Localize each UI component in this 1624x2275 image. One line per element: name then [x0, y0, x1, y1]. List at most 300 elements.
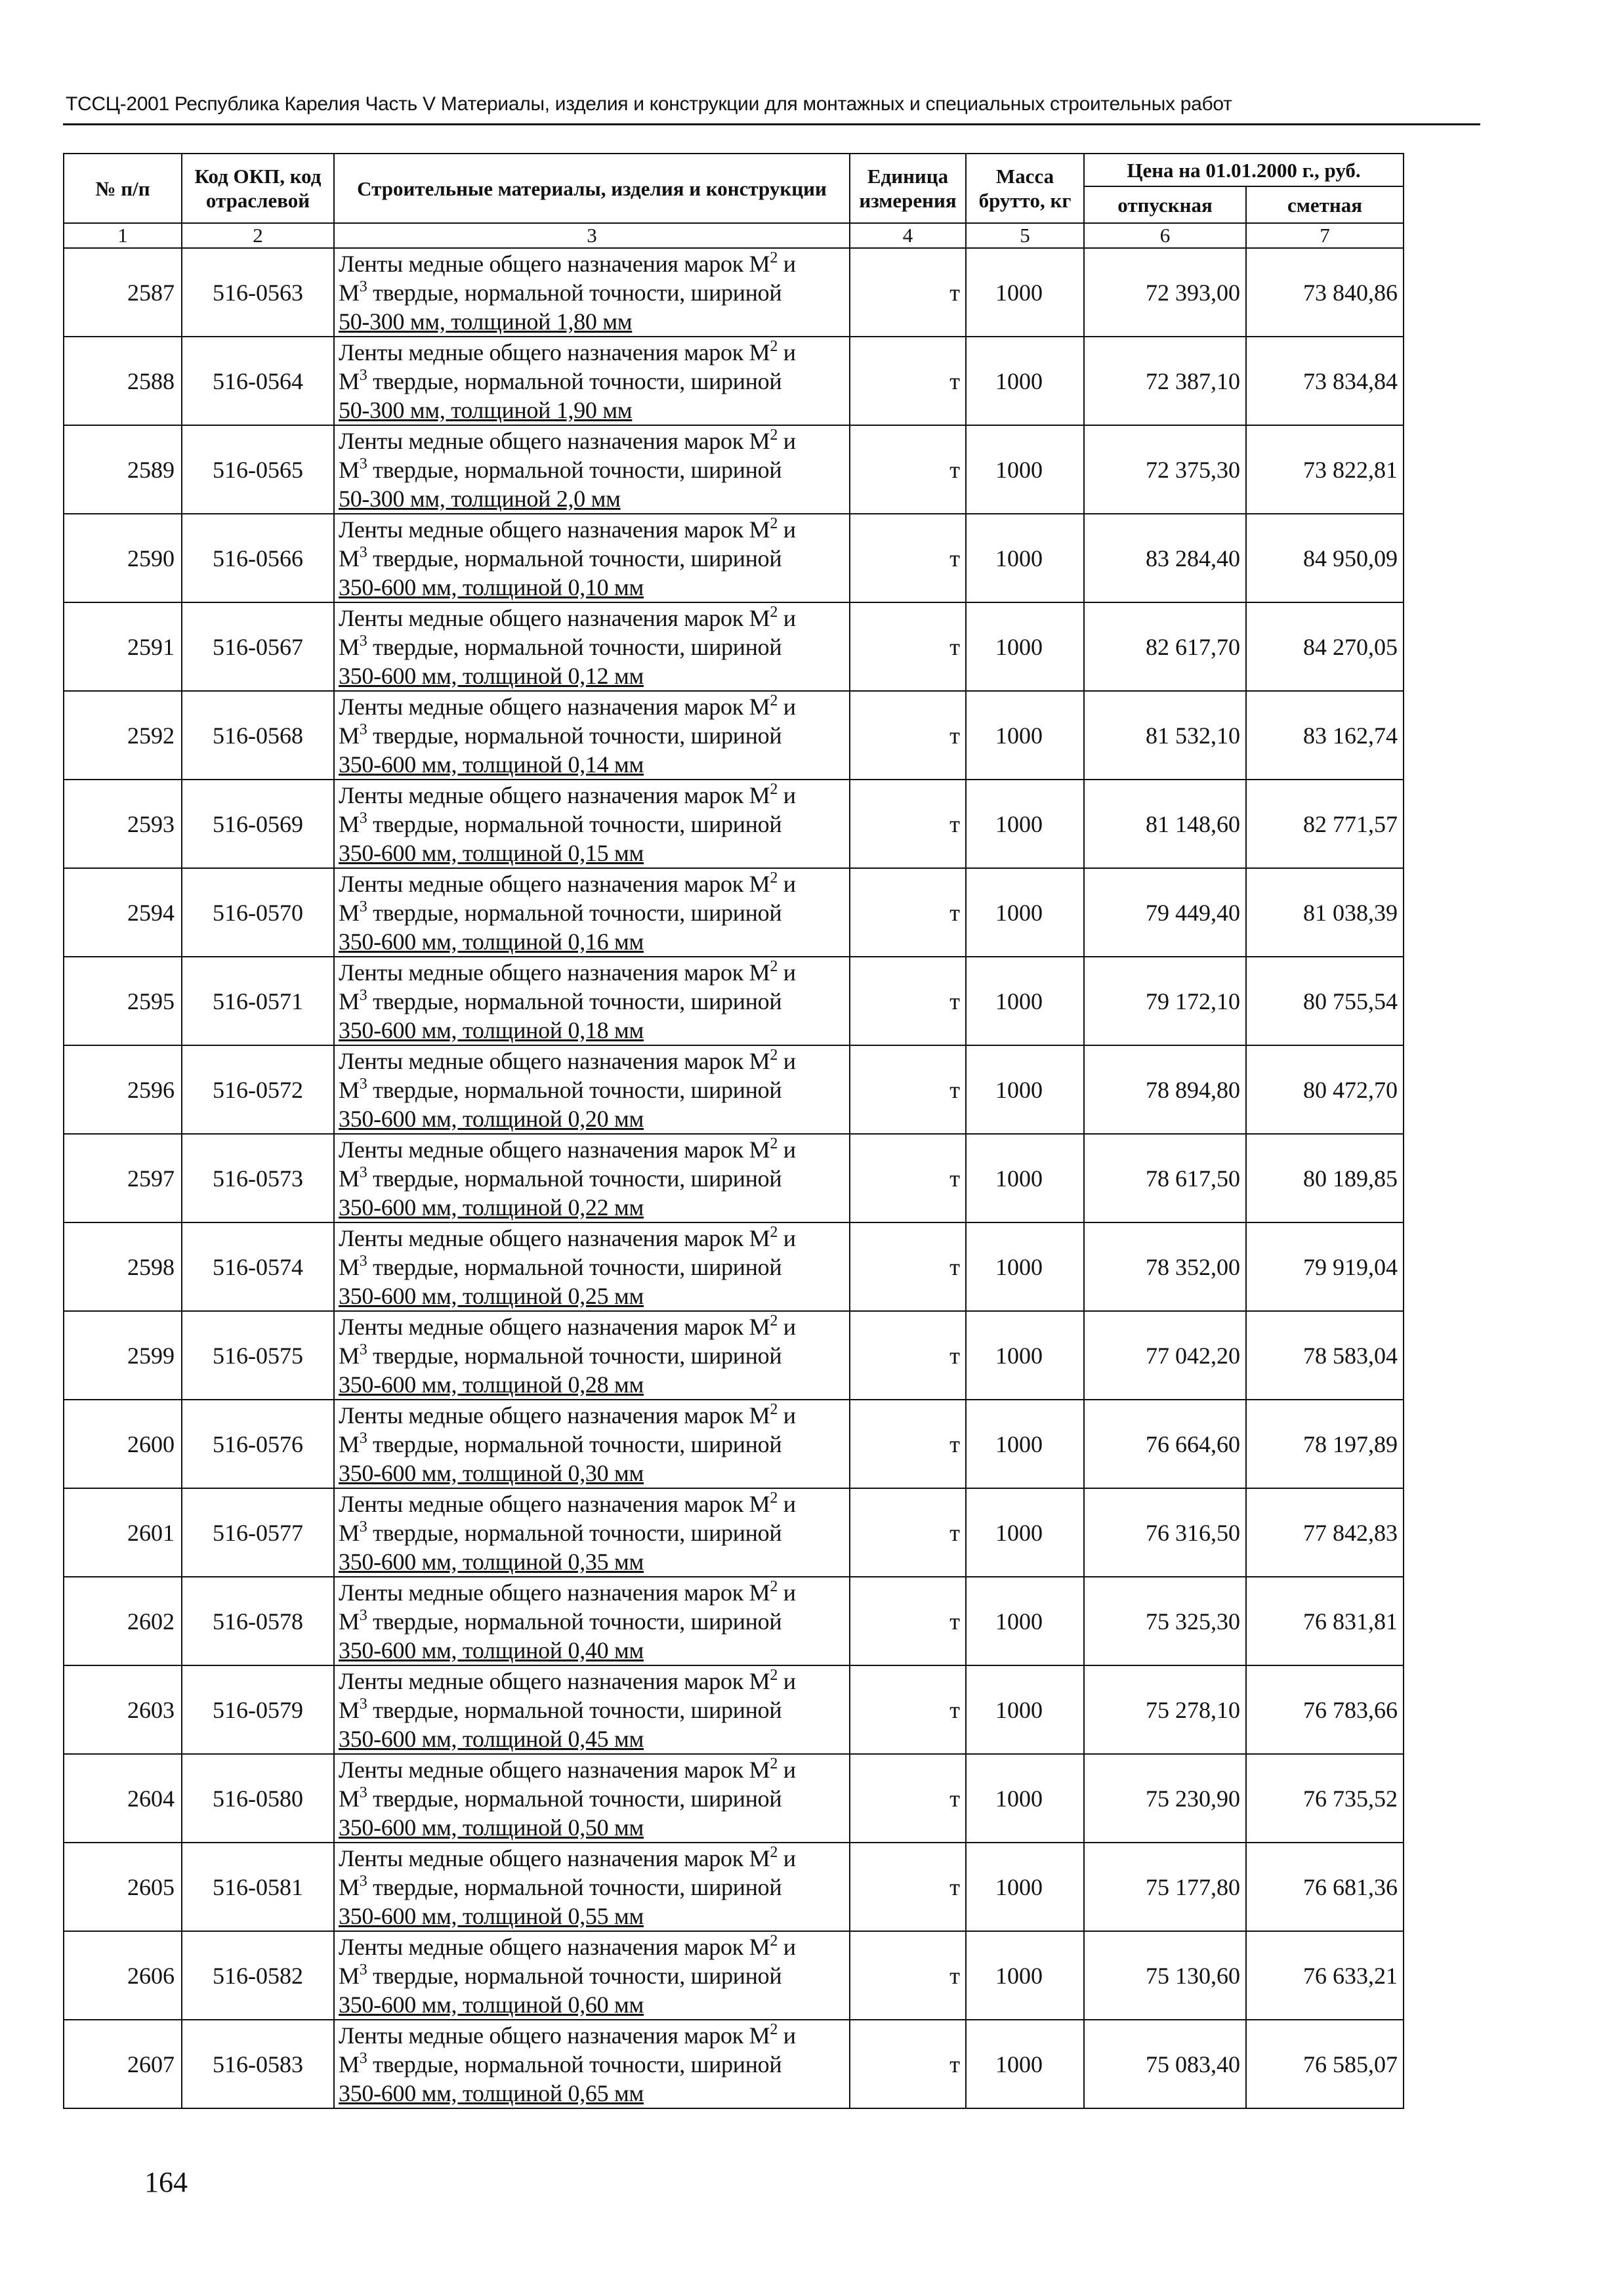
material-description — [334, 1754, 850, 1843]
description-text: Ленты медные общего назначения марок М — [339, 1756, 770, 1783]
table-row — [64, 1665, 1404, 1754]
row-number: 2602 — [64, 1577, 182, 1665]
price-release: 81 148,60 — [1084, 780, 1246, 868]
mass: 1000 — [966, 425, 1084, 514]
description-line-3: 50-300 мм, толщиной 2,0 мм — [339, 485, 621, 512]
description-text: Ленты медные общего назначения марок М — [339, 1579, 770, 1606]
description-line-2 — [339, 1075, 849, 1104]
material-description — [334, 1931, 850, 2020]
description-text: Ленты медные общего назначения марок М — [339, 1313, 770, 1340]
description-text: Ленты медные общего назначения марок М — [339, 782, 770, 808]
grade-superscript: 2 — [770, 1223, 778, 1241]
description-text: твердые, нормальной точности, шириной — [367, 1696, 782, 1723]
description-text: и — [778, 427, 796, 454]
description-text: и — [778, 1136, 796, 1163]
description-text: М — [339, 367, 360, 394]
description-text: твердые, нормальной точности, шириной — [367, 545, 782, 572]
okp-code: 516-0569 — [182, 780, 334, 868]
table-row — [64, 957, 1404, 1045]
running-header: ТССЦ-2001 Республика Карелия Часть V Материалы, изделия и конструкции для монтажных и специальных строительных работ — [66, 93, 1232, 115]
mass: 1000 — [966, 1045, 1084, 1134]
description-text: и — [778, 1402, 796, 1429]
description-line-1 — [339, 1755, 849, 1784]
description-line-2 — [339, 987, 849, 1016]
grade-superscript: 3 — [359, 1429, 367, 1447]
row-number: 2591 — [64, 602, 182, 691]
description-line-3: 350-600 мм, толщиной 0,15 мм — [339, 839, 644, 866]
grade-superscript: 2 — [770, 869, 778, 887]
table-row — [64, 780, 1404, 868]
grade-superscript: 3 — [359, 1518, 367, 1535]
description-text: и — [778, 516, 796, 543]
description-text: и — [778, 250, 796, 277]
description-text: Ленты медные общего назначения марок М — [339, 1845, 770, 1871]
description-line-2 — [339, 367, 849, 396]
description-line-2 — [339, 2050, 849, 2079]
description-text: твердые, нормальной точности, шириной — [367, 722, 782, 749]
grade-superscript: 3 — [359, 1163, 367, 1181]
description-text: и — [778, 870, 796, 897]
description-line-1 — [339, 1312, 849, 1341]
price-release: 76 664,60 — [1084, 1400, 1246, 1488]
description-line-3: 350-600 мм, толщиной 0,28 мм — [339, 1371, 644, 1398]
price-release: 72 375,30 — [1084, 425, 1246, 514]
description-line-3: 350-600 мм, толщиной 0,60 мм — [339, 1991, 644, 2018]
description-line-2 — [339, 1430, 849, 1459]
grade-superscript: 2 — [770, 1135, 778, 1152]
description-text: твердые, нормальной точности, шириной — [367, 810, 782, 837]
row-number: 2606 — [64, 1931, 182, 2020]
table-body — [64, 223, 1404, 2108]
table-row — [64, 868, 1404, 957]
description-line-2 — [339, 1518, 849, 1547]
material-description — [334, 425, 850, 514]
grade-superscript: 2 — [770, 1755, 778, 1772]
description-text: М — [339, 1962, 360, 1989]
price-release: 75 230,90 — [1084, 1754, 1246, 1843]
price-release: 83 284,40 — [1084, 514, 1246, 602]
header-unit: Единица измерения — [850, 154, 966, 223]
price-estimate: 80 755,54 — [1246, 957, 1404, 1045]
okp-code: 516-0570 — [182, 868, 334, 957]
description-text: М — [339, 1785, 360, 1812]
mass: 1000 — [966, 248, 1084, 337]
mass: 1000 — [966, 2020, 1084, 2108]
description-text: и — [778, 1313, 796, 1340]
description-text: Ленты медные общего назначения марок М — [339, 1136, 770, 1163]
okp-code: 516-0580 — [182, 1754, 334, 1843]
table-row — [64, 1931, 1404, 2020]
okp-code: 516-0575 — [182, 1311, 334, 1400]
description-line-3: 350-600 мм, толщиной 0,30 мм — [339, 1459, 644, 1486]
table-row — [64, 1843, 1404, 1931]
description-line-3: 350-600 мм, толщиной 0,55 мм — [339, 1902, 644, 1929]
okp-code: 516-0566 — [182, 514, 334, 602]
description-line-3: 350-600 мм, толщиной 0,12 мм — [339, 662, 644, 689]
description-text: Ленты медные общего назначения марок М — [339, 959, 770, 986]
column-number: 1 — [64, 223, 182, 248]
description-text: М — [339, 1696, 360, 1723]
unit: т — [850, 780, 966, 868]
description-text: твердые, нормальной точности, шириной — [367, 633, 782, 660]
grade-superscript: 3 — [359, 455, 367, 472]
description-line-2 — [339, 1784, 849, 1813]
description-line-1 — [339, 1135, 849, 1164]
price-estimate: 73 822,81 — [1246, 425, 1404, 514]
price-estimate: 76 633,21 — [1246, 1931, 1404, 2020]
mass: 1000 — [966, 957, 1084, 1045]
header-mass: Масса брутто, кг — [966, 154, 1084, 223]
price-release: 82 617,70 — [1084, 602, 1246, 691]
material-description — [334, 1134, 850, 1222]
description-line-1 — [339, 781, 849, 810]
description-text: твердые, нормальной точности, шириной — [367, 2051, 782, 2077]
mass: 1000 — [966, 868, 1084, 957]
material-description — [334, 337, 850, 425]
material-description — [334, 1665, 850, 1754]
unit: т — [850, 1134, 966, 1222]
column-number: 2 — [182, 223, 334, 248]
description-text: М — [339, 1165, 360, 1192]
column-number: 6 — [1084, 223, 1246, 248]
row-number: 2588 — [64, 337, 182, 425]
price-table — [63, 153, 1404, 2109]
material-description — [334, 248, 850, 337]
description-text: Ленты медные общего назначения марок М — [339, 1402, 770, 1429]
mass: 1000 — [966, 514, 1084, 602]
grade-superscript: 2 — [770, 426, 778, 444]
description-line-1 — [339, 427, 849, 455]
okp-code: 516-0576 — [182, 1400, 334, 1488]
description-text: и — [778, 1845, 796, 1871]
column-number: 3 — [334, 223, 850, 248]
price-estimate: 73 834,84 — [1246, 337, 1404, 425]
description-line-1 — [339, 604, 849, 633]
price-estimate: 78 583,04 — [1246, 1311, 1404, 1400]
unit: т — [850, 1488, 966, 1577]
description-line-1 — [339, 1578, 849, 1607]
description-line-2 — [339, 1873, 849, 1902]
grade-superscript: 3 — [359, 1075, 367, 1093]
unit: т — [850, 1045, 966, 1134]
description-text: твердые, нормальной точности, шириной — [367, 279, 782, 306]
grade-superscript: 2 — [770, 514, 778, 532]
price-estimate: 76 585,07 — [1246, 2020, 1404, 2108]
description-line-1 — [339, 1844, 849, 1873]
description-line-3: 350-600 мм, толщиной 0,25 мм — [339, 1282, 644, 1309]
table-row — [64, 425, 1404, 514]
description-text: и — [778, 604, 796, 631]
table-row — [64, 1754, 1404, 1843]
header-material: Строительные материалы, изделия и конструкции — [334, 154, 850, 223]
material-description — [334, 957, 850, 1045]
price-release: 72 387,10 — [1084, 337, 1246, 425]
description-line-1 — [339, 958, 849, 987]
price-estimate: 73 840,86 — [1246, 248, 1404, 337]
material-description — [334, 1843, 850, 1931]
grade-superscript: 2 — [770, 249, 778, 266]
unit: т — [850, 1577, 966, 1665]
unit: т — [850, 248, 966, 337]
description-text: и — [778, 1756, 796, 1783]
mass: 1000 — [966, 1222, 1084, 1311]
description-line-1 — [339, 1490, 849, 1518]
price-estimate: 82 771,57 — [1246, 780, 1404, 868]
grade-superscript: 3 — [359, 632, 367, 650]
price-estimate: 79 919,04 — [1246, 1222, 1404, 1311]
price-estimate: 80 472,70 — [1246, 1045, 1404, 1134]
price-release: 75 177,80 — [1084, 1843, 1246, 1931]
price-estimate: 84 950,09 — [1246, 514, 1404, 602]
description-text: твердые, нормальной точности, шириной — [367, 1873, 782, 1900]
mass: 1000 — [966, 1843, 1084, 1931]
grade-superscript: 2 — [770, 337, 778, 355]
material-description — [334, 780, 850, 868]
okp-code: 516-0564 — [182, 337, 334, 425]
mass: 1000 — [966, 780, 1084, 868]
unit: т — [850, 2020, 966, 2108]
price-release: 78 617,50 — [1084, 1134, 1246, 1222]
description-line-3: 350-600 мм, толщиной 0,16 мм — [339, 928, 644, 955]
material-description — [334, 1488, 850, 1577]
description-line-2 — [339, 898, 849, 927]
okp-code: 516-0567 — [182, 602, 334, 691]
grade-superscript: 2 — [770, 1489, 778, 1507]
grade-superscript: 2 — [770, 603, 778, 621]
description-text: твердые, нормальной точности, шириной — [367, 1253, 782, 1280]
unit: т — [850, 691, 966, 780]
description-text: и — [778, 1579, 796, 1606]
description-text: и — [778, 1224, 796, 1251]
description-text: и — [778, 693, 796, 720]
description-text: и — [778, 339, 796, 365]
description-text: М — [339, 988, 360, 1014]
mass: 1000 — [966, 691, 1084, 780]
grade-superscript: 2 — [770, 957, 778, 975]
price-estimate: 83 162,74 — [1246, 691, 1404, 780]
grade-superscript: 2 — [770, 2020, 778, 2038]
okp-code: 516-0568 — [182, 691, 334, 780]
mass: 1000 — [966, 1311, 1084, 1400]
grade-superscript: 2 — [770, 692, 778, 709]
table-row — [64, 602, 1404, 691]
description-text: Ленты медные общего назначения марок М — [339, 1490, 770, 1517]
material-description — [334, 1311, 850, 1400]
price-estimate: 76 783,66 — [1246, 1665, 1404, 1754]
description-line-1 — [339, 869, 849, 898]
price-estimate: 80 189,85 — [1246, 1134, 1404, 1222]
price-estimate: 76 831,81 — [1246, 1577, 1404, 1665]
okp-code: 516-0579 — [182, 1665, 334, 1754]
description-text: твердые, нормальной точности, шириной — [367, 1165, 782, 1192]
description-text: Ленты медные общего назначения марок М — [339, 693, 770, 720]
description-text: Ленты медные общего назначения марок М — [339, 250, 770, 277]
table-row — [64, 248, 1404, 337]
okp-code: 516-0574 — [182, 1222, 334, 1311]
row-number: 2592 — [64, 691, 182, 780]
description-line-3: 350-600 мм, толщиной 0,50 мм — [339, 1814, 644, 1841]
description-line-3: 350-600 мм, толщиной 0,14 мм — [339, 751, 644, 778]
description-text: М — [339, 279, 360, 306]
grade-superscript: 2 — [770, 1666, 778, 1684]
unit: т — [850, 957, 966, 1045]
description-line-1 — [339, 338, 849, 367]
okp-code: 516-0571 — [182, 957, 334, 1045]
material-description — [334, 602, 850, 691]
row-number: 2595 — [64, 957, 182, 1045]
description-line-2 — [339, 544, 849, 573]
description-text: твердые, нормальной точности, шириной — [367, 1076, 782, 1103]
description-text: твердые, нормальной точности, шириной — [367, 988, 782, 1014]
description-text: Ленты медные общего назначения марок М — [339, 1933, 770, 1960]
description-line-2 — [339, 1164, 849, 1193]
price-estimate: 76 681,36 — [1246, 1843, 1404, 1931]
okp-code: 516-0583 — [182, 2020, 334, 2108]
description-text: М — [339, 456, 360, 483]
okp-code: 516-0573 — [182, 1134, 334, 1222]
column-number: 4 — [850, 223, 966, 248]
unit: т — [850, 1843, 966, 1931]
description-line-2 — [339, 1961, 849, 1990]
material-description — [334, 868, 850, 957]
grade-superscript: 3 — [359, 1784, 367, 1801]
page-number: 164 — [144, 2166, 188, 2198]
row-number: 2593 — [64, 780, 182, 868]
row-number: 2603 — [64, 1665, 182, 1754]
description-text: М — [339, 1873, 360, 1900]
row-number: 2601 — [64, 1488, 182, 1577]
description-line-3: 350-600 мм, толщиной 0,10 мм — [339, 574, 644, 600]
column-numbers-row — [64, 223, 1404, 248]
description-line-3: 350-600 мм, толщиной 0,40 мм — [339, 1637, 644, 1663]
description-line-3: 350-600 мм, толщиной 0,45 мм — [339, 1725, 644, 1752]
unit: т — [850, 868, 966, 957]
description-text: М — [339, 899, 360, 926]
description-line-3: 350-600 мм, толщиной 0,65 мм — [339, 2079, 644, 2106]
description-text: М — [339, 1430, 360, 1457]
price-estimate: 76 735,52 — [1246, 1754, 1404, 1843]
mass: 1000 — [966, 602, 1084, 691]
okp-code: 516-0578 — [182, 1577, 334, 1665]
description-text: М — [339, 1342, 360, 1369]
grade-superscript: 3 — [359, 1341, 367, 1358]
okp-code: 516-0565 — [182, 425, 334, 514]
table-row — [64, 1045, 1404, 1134]
grade-superscript: 3 — [359, 366, 367, 384]
material-description — [334, 1045, 850, 1134]
row-number: 2594 — [64, 868, 182, 957]
header-no: № п/п — [64, 154, 182, 223]
table-row — [64, 1311, 1404, 1400]
mass: 1000 — [966, 1665, 1084, 1754]
grade-superscript: 2 — [770, 1577, 778, 1595]
price-estimate: 77 842,83 — [1246, 1488, 1404, 1577]
description-line-1 — [339, 1932, 849, 1961]
description-text: твердые, нормальной точности, шириной — [367, 1342, 782, 1369]
description-line-2 — [339, 633, 849, 661]
description-line-3: 350-600 мм, толщиной 0,35 мм — [339, 1548, 644, 1575]
description-text: М — [339, 1519, 360, 1546]
price-release: 75 083,40 — [1084, 2020, 1246, 2108]
grade-superscript: 2 — [770, 1400, 778, 1418]
description-text: М — [339, 810, 360, 837]
description-line-3: 350-600 мм, толщиной 0,18 мм — [339, 1016, 644, 1043]
price-release: 75 325,30 — [1084, 1577, 1246, 1665]
row-number: 2597 — [64, 1134, 182, 1222]
description-text: твердые, нормальной точности, шириной — [367, 1962, 782, 1989]
description-line-2 — [339, 1696, 849, 1724]
unit: т — [850, 337, 966, 425]
column-number: 5 — [966, 223, 1084, 248]
okp-code: 516-0581 — [182, 1843, 334, 1931]
price-release: 79 172,10 — [1084, 957, 1246, 1045]
price-release: 75 130,60 — [1084, 1931, 1246, 2020]
description-text: твердые, нормальной точности, шириной — [367, 1430, 782, 1457]
mass: 1000 — [966, 1931, 1084, 2020]
mass: 1000 — [966, 1754, 1084, 1843]
grade-superscript: 3 — [359, 809, 367, 827]
price-release: 76 316,50 — [1084, 1488, 1246, 1577]
unit: т — [850, 1665, 966, 1754]
unit: т — [850, 425, 966, 514]
header-rule — [63, 123, 1480, 125]
header-price-release: отпускная — [1084, 186, 1246, 223]
price-estimate: 81 038,39 — [1246, 868, 1404, 957]
description-text: Ленты медные общего назначения марок М — [339, 604, 770, 631]
row-number: 2604 — [64, 1754, 182, 1843]
description-text: твердые, нормальной точности, шириной — [367, 367, 782, 394]
table-row — [64, 691, 1404, 780]
description-line-2 — [339, 721, 849, 750]
description-line-3: 350-600 мм, толщиной 0,20 мм — [339, 1105, 644, 1132]
grade-superscript: 2 — [770, 780, 778, 798]
material-description — [334, 1577, 850, 1665]
grade-superscript: 3 — [359, 1252, 367, 1270]
mass: 1000 — [966, 1134, 1084, 1222]
header-price-estimate: сметная — [1246, 186, 1404, 223]
description-text: твердые, нормальной точности, шириной — [367, 456, 782, 483]
description-text: Ленты медные общего назначения марок М — [339, 2022, 770, 2049]
description-text: и — [778, 1933, 796, 1960]
grade-superscript: 3 — [359, 1606, 367, 1624]
column-number: 7 — [1246, 223, 1404, 248]
material-description — [334, 514, 850, 602]
row-number: 2590 — [64, 514, 182, 602]
description-line-2 — [339, 278, 849, 307]
unit: т — [850, 1754, 966, 1843]
description-text: твердые, нормальной точности, шириной — [367, 1785, 782, 1812]
description-text: Ленты медные общего назначения марок М — [339, 1667, 770, 1694]
row-number: 2607 — [64, 2020, 182, 2108]
grade-superscript: 3 — [359, 1961, 367, 1978]
description-text: Ленты медные общего назначения марок М — [339, 870, 770, 897]
description-text: Ленты медные общего назначения марок М — [339, 1047, 770, 1074]
description-text: М — [339, 722, 360, 749]
description-line-1 — [339, 249, 849, 278]
description-text: М — [339, 633, 360, 660]
description-text: Ленты медные общего назначения марок М — [339, 1224, 770, 1251]
description-text: М — [339, 2051, 360, 2077]
material-description — [334, 691, 850, 780]
table-row — [64, 1488, 1404, 1577]
grade-superscript: 3 — [359, 543, 367, 561]
row-number: 2596 — [64, 1045, 182, 1134]
description-line-1 — [339, 1047, 849, 1075]
okp-code: 516-0572 — [182, 1045, 334, 1134]
description-line-2 — [339, 455, 849, 484]
price-estimate: 78 197,89 — [1246, 1400, 1404, 1488]
description-text: Ленты медные общего назначения марок М — [339, 339, 770, 365]
